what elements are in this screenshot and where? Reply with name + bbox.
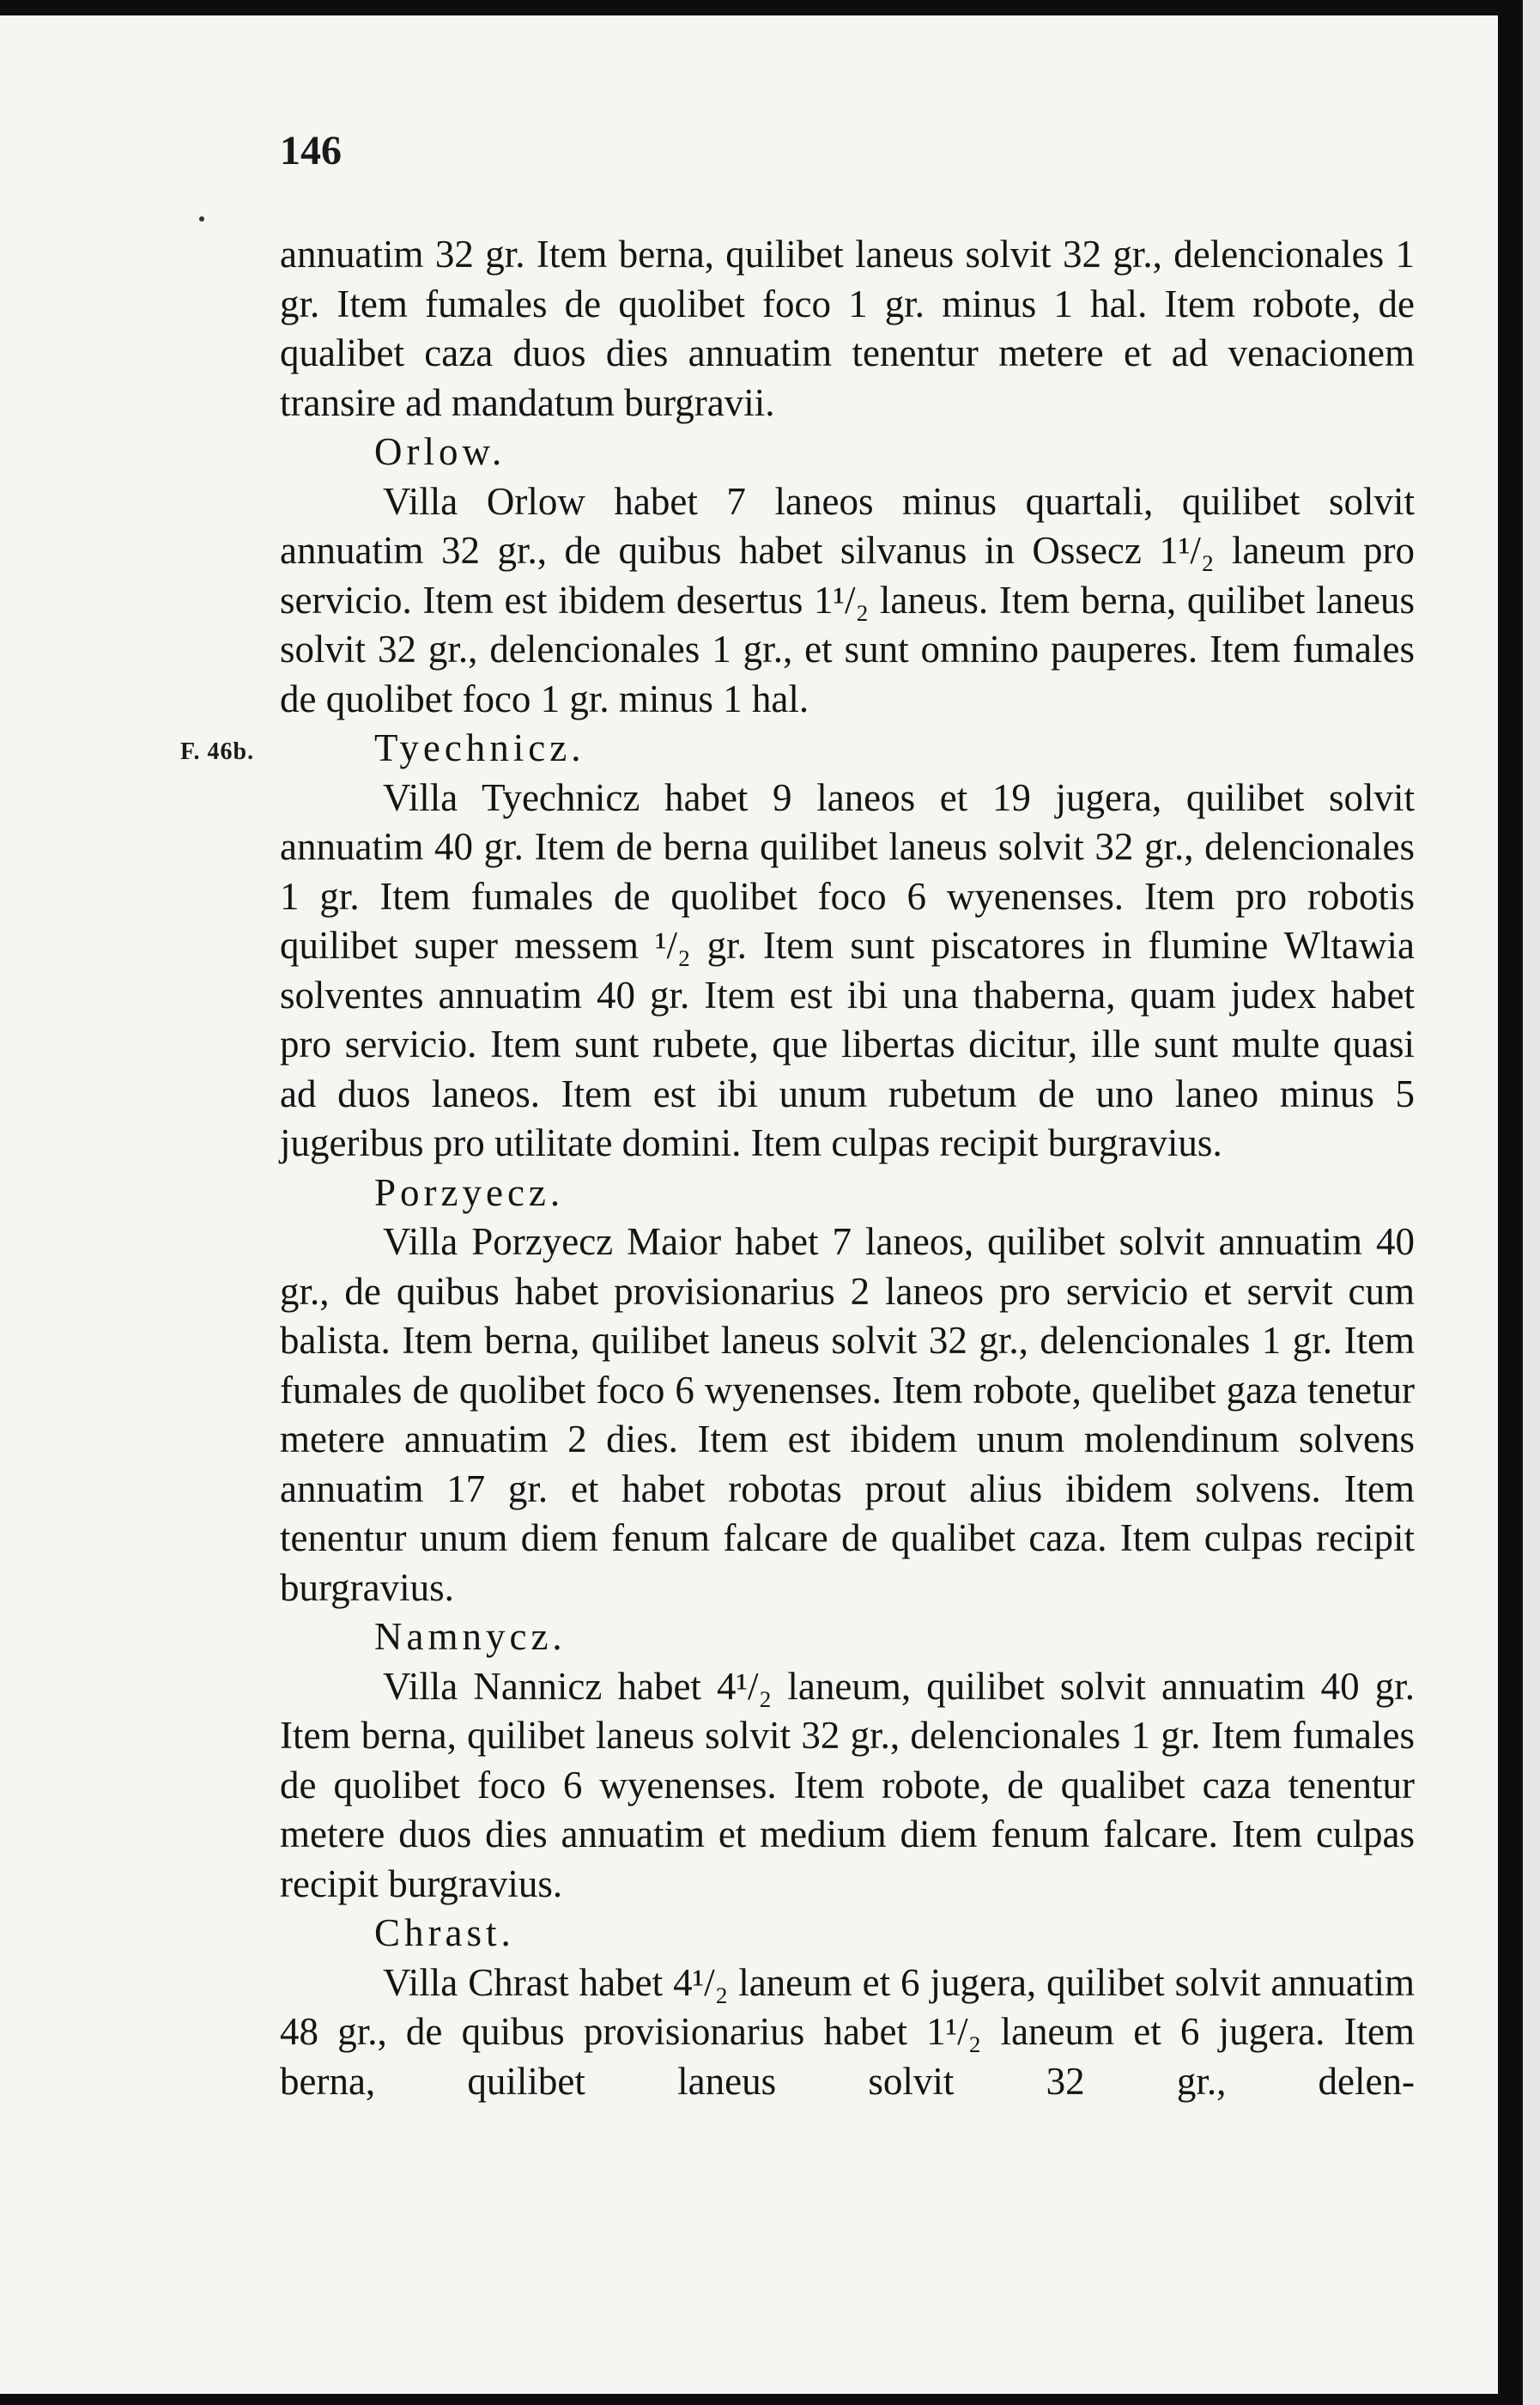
section-heading-porzyecz: Porzyecz.: [374, 1170, 565, 1214]
paragraph: Villa Tyechnicz habet 9 laneos et 19 jugera, quilibet solvit annuatim 40 gr. Item de berna quilibet laneus solvit 32 gr., delencionales 1 gr. Item fumales de quolibet foco 6 wyenenses. Item pro robotis quilibet super messem ¹/₂ gr. Item sunt piscatores in flumine Wltawia solventes annuatim 40 gr. Item est ibi una thaberna, quam judex habet pro servicio. Item sunt rubete, que libertas dicitur, ille sunt multe quasi ad duos laneos. Item est ibi unum rubetum de uno laneo minus 5 jugeribus pro utilitate domini. Item culpas recipit burgravius.: [280, 775, 1415, 1164]
section-heading-namnycz: Namnycz.: [374, 1615, 567, 1658]
section-heading-orlow: Orlow.: [374, 430, 506, 473]
section-heading-tyechnicz: Tyechnicz.: [374, 726, 585, 769]
section-heading-chrast: Chrast.: [374, 1911, 515, 1954]
page-number: 146: [280, 128, 342, 173]
paragraph: Villa Chrast habet 4¹/₂ laneum et 6 jugera, quilibet solvit annuatim 48 gr., de quibus provisionarius habet 1¹/₂ laneum et 6 jugera. Item berna, quilibet laneus solvit 32 gr., delen-: [280, 1960, 1415, 2103]
scan-edge: [1523, 0, 1540, 2405]
folio-margin-note: F. 46b.: [180, 738, 255, 765]
paragraph: Villa Orlow habet 7 laneos minus quartali, quilibet solvit annuatim 32 gr., de quibus habet silvanus in Ossecz 1¹/₂ laneum pro servicio. Item est ibidem desertus 1¹/₂ laneus. Item berna, quilibet laneus solvit 32 gr., delencionales 1 gr., et sunt omnino pauperes. Item fumales de quolibet foco 1 gr. minus 1 hal.: [280, 479, 1415, 720]
paragraph: annuatim 32 gr. Item berna, quilibet laneus solvit 32 gr., delencionales 1 gr. Item fumales de quolibet foco 1 gr. minus 1 hal. Item robote, de qualibet caza duos dies annuatim tenentur metere et ad venacionem transire ad mandatum burgravii.: [280, 233, 1415, 424]
speck: [199, 216, 204, 222]
paragraph: Villa Porzyecz Maior habet 7 laneos, quilibet solvit annuatim 40 gr., de quibus habet provisionarius 2 laneos pro servicio et servit cum balista. Item berna, quilibet laneus solvit 32 gr., delencionales 1 gr. Item fumales de quolibet foco 6 wyenenses. Item robote, quelibet gaza tenetur metere annuatim 2 dies. Item est ibidem unum molendinum solvens annuatim 17 gr. et habet robotas prout alius ibidem solvens. Item tenentur unum diem fenum falcare de qualibet caza. Item culpas recipit burgravius.: [280, 1220, 1415, 1609]
body-text: [280, 230, 1415, 2106]
paragraph: Villa Nannicz habet 4¹/₂ laneum, quilibet solvit annuatim 40 gr. Item berna, quilibet laneus solvit 32 gr., delencionales 1 gr. Item fumales de quolibet foco 6 wyenenses. Item robote, de qualibet caza tenentur metere duos dies annuatim et medium diem fenum falcare. Item culpas recipit burgravius.: [280, 1664, 1415, 1905]
